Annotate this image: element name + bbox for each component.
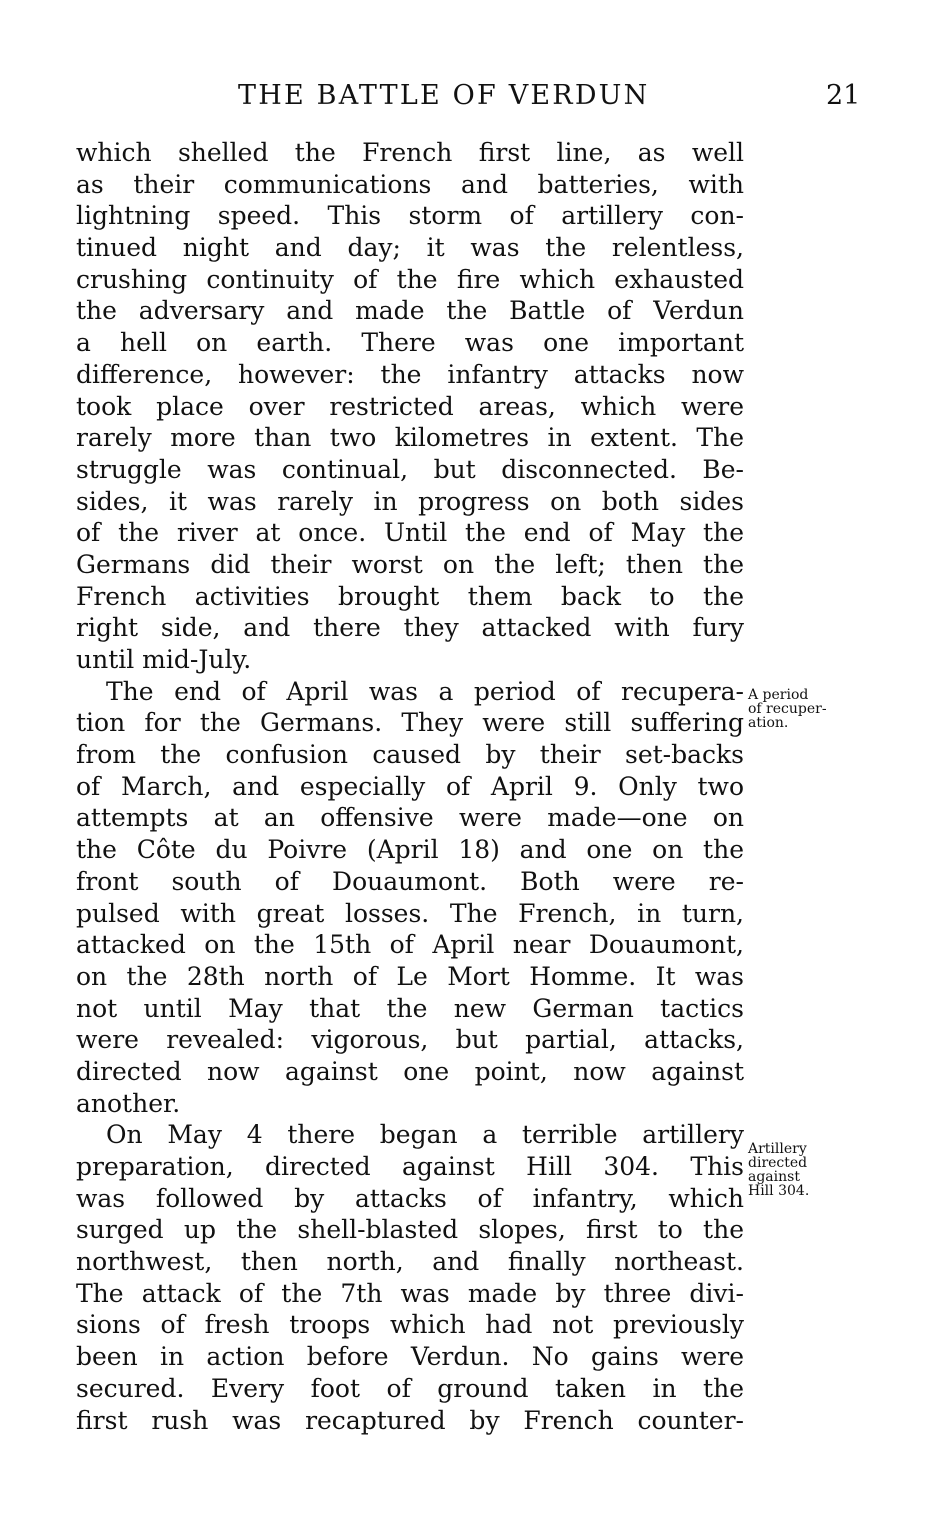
text-line: attempts at an offensive were made—one on — [76, 803, 744, 833]
text-line: another. — [76, 1088, 181, 1118]
text-line: from the confusion caused by their set-backs — [76, 740, 744, 770]
paragraph-3 — [76, 1119, 744, 1436]
text-line: lightning speed. This storm of artillery con- — [76, 201, 744, 231]
text-line: tinued night and day; it was the relentless, — [76, 233, 744, 263]
text-line: first rush was recaptured by French counter- — [76, 1405, 744, 1435]
sidenote-period-of-recuperation — [748, 688, 858, 730]
text-line: French activities brought them back to the — [76, 581, 744, 611]
sidenote-artillery-hill-304 — [748, 1142, 858, 1198]
text-line: been in action before Verdun. No gains were — [76, 1342, 744, 1372]
text-line: right side, and there they attacked with fury — [76, 613, 744, 643]
sidenote-line: A period — [748, 687, 809, 703]
sidenote-line: Hill 304. — [748, 1183, 810, 1199]
text-line: the adversary and made the Battle of Verdun — [76, 296, 744, 326]
text-line: were revealed: vigorous, but partial, attacks, — [76, 1025, 744, 1055]
text-line: until mid-July. — [76, 645, 252, 674]
text-line: rarely more than two kilometres in extent. The — [76, 423, 744, 453]
text-line: took place over restricted areas, which were — [76, 391, 744, 421]
text-line: Germans did their worst on the left; then the — [76, 549, 744, 579]
text-line: pulsed with great losses. The French, in turn, — [76, 898, 744, 928]
text-line: front south of Douaumont. Both were re- — [76, 866, 744, 896]
text-line: surged up the shell-blasted slopes, first to the — [76, 1215, 744, 1245]
text-line: crushing continuity of the fire which exhausted — [76, 264, 744, 294]
text-line: secured. Every foot of ground taken in the — [76, 1373, 744, 1403]
text-line: not until May that the new German tactics — [76, 993, 744, 1023]
text-line: The attack of the 7th was made by three divi- — [76, 1278, 744, 1308]
text-line: the Côte du Poivre (April 18) and one on the — [76, 835, 744, 865]
paragraph-1 — [76, 137, 744, 676]
text-line: which shelled the French first line, as well — [76, 138, 744, 167]
text-line: northwest, then north, and finally northeast. — [76, 1247, 744, 1277]
text-line: as their communications and batteries, with — [76, 169, 744, 199]
sidenote-line: of recuper- — [748, 701, 827, 717]
text-line: difference, however: the infantry attacks now — [76, 359, 744, 389]
paragraph-2 — [76, 676, 744, 1120]
text-line: sides, it was rarely in progress on both sides — [76, 486, 744, 516]
running-header — [0, 80, 950, 120]
text-line: of March, and especially of April 9. Only two — [76, 771, 744, 801]
page-number: 21 — [826, 80, 861, 111]
text-line: On May 4 there began a terrible artillery — [106, 1120, 744, 1150]
sidenote-line: directed — [748, 1155, 808, 1171]
text-line: directed now against one point, now against — [76, 1056, 744, 1086]
sidenote-line: Artillery — [748, 1141, 807, 1157]
text-line: sions of fresh troops which had not previously — [76, 1310, 744, 1340]
text-line: attacked on the 15th of April near Douaumont, — [76, 930, 744, 960]
text-line: of the river at once. Until the end of May the — [76, 518, 744, 548]
body-text — [76, 137, 744, 1436]
text-line: a hell on earth. There was one important — [76, 328, 744, 358]
running-title: THE BATTLE OF VERDUN — [238, 80, 650, 111]
text-line: on the 28th north of Le Mort Homme. It was — [76, 961, 744, 991]
text-line: was followed by attacks of infantry, which — [76, 1183, 744, 1213]
sidenote-line: against — [748, 1169, 800, 1185]
text-line: tion for the Germans. They were still suffering — [76, 708, 744, 738]
sidenote-line: ation. — [748, 715, 789, 731]
text-line: struggle was continual, but disconnected. Be- — [76, 454, 744, 484]
text-line: The end of April was a period of recupera- — [106, 676, 744, 706]
text-line: preparation, directed against Hill 304. This — [76, 1152, 744, 1181]
